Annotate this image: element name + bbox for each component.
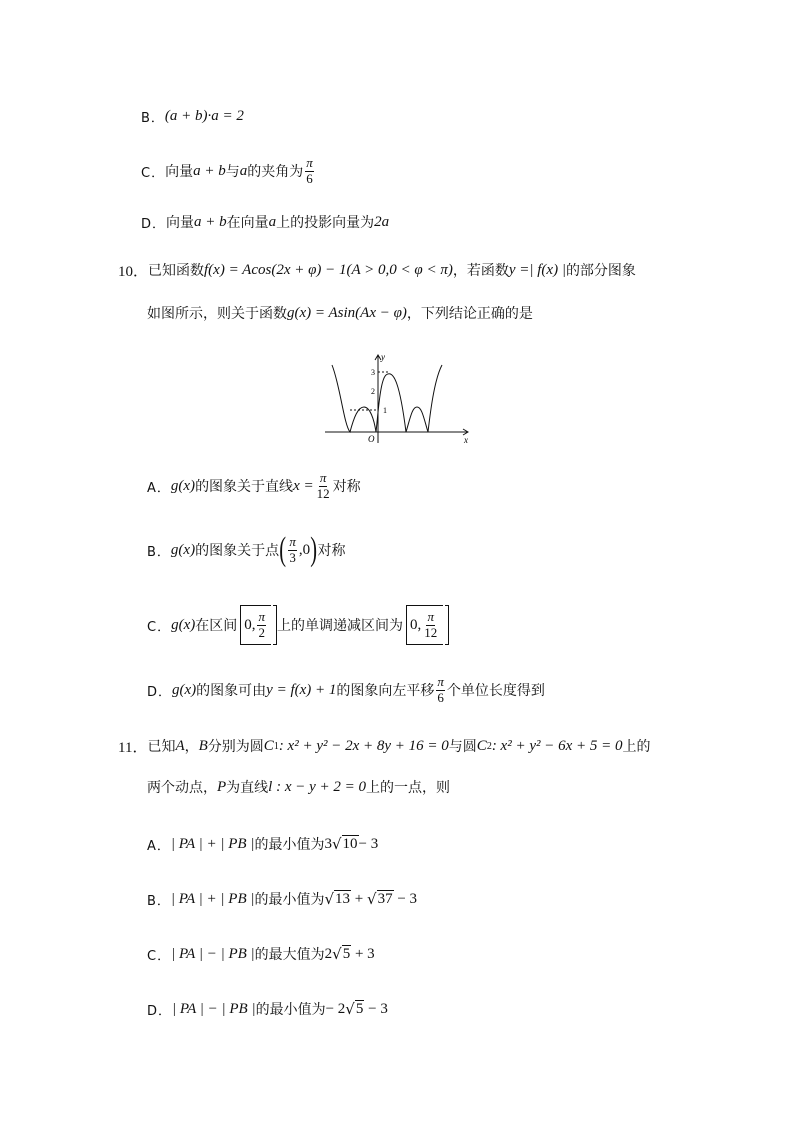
- radicand: 37: [377, 891, 393, 907]
- math-expression: +: [351, 890, 368, 907]
- math-expression: g(x): [170, 477, 196, 494]
- origin-label: O: [368, 434, 375, 444]
- fraction: [436, 675, 445, 705]
- question-text: 分别为圆: [207, 739, 264, 755]
- math-expression: g(x): [171, 616, 196, 633]
- question-text: 与圆: [448, 739, 477, 755]
- option-text: 与: [225, 164, 240, 180]
- option-text: 上的单调递减区间为: [277, 618, 403, 634]
- option-b-q11: [147, 879, 417, 919]
- radicand: 5: [342, 946, 351, 962]
- option-label: D．: [147, 684, 173, 700]
- option-c-vector: [141, 151, 316, 191]
- fraction-denominator: 12: [316, 485, 330, 501]
- option-b-q10: [147, 530, 346, 570]
- radicand: 13: [335, 891, 351, 907]
- square-root: [324, 890, 351, 908]
- math-expression: 2a: [374, 213, 390, 230]
- math-expression: | PA | − | PB |: [172, 1000, 256, 1017]
- circle-c2-equation: : x² + y² − 6x + 5 = 0: [491, 737, 623, 754]
- fraction-numerator: π: [427, 609, 434, 625]
- square-root: [367, 890, 394, 908]
- option-text: 的图象关于直线: [195, 479, 294, 495]
- y-tick-label-3: 3: [371, 368, 375, 377]
- option-text: 个单位长度得到: [446, 683, 545, 699]
- option-label: D．: [147, 1003, 173, 1019]
- option-text: 对称: [332, 479, 361, 495]
- option-label: B．: [147, 893, 171, 909]
- question-11-stem-line2: [147, 767, 450, 807]
- square-root: [332, 835, 359, 853]
- question-text: 已知: [147, 739, 176, 755]
- fraction-denominator: 12: [424, 624, 438, 640]
- option-label: B．: [147, 544, 171, 560]
- option-a-q11: [147, 824, 378, 864]
- square-root: [345, 1000, 364, 1018]
- fraction-denominator: 6: [306, 170, 313, 186]
- question-text: 为直线: [226, 780, 269, 796]
- math-expression: − 3: [358, 835, 379, 852]
- option-d-vector: [141, 202, 389, 242]
- fraction-denominator: 2: [258, 624, 265, 640]
- option-label: C．: [147, 619, 172, 635]
- fraction-numerator: π: [437, 674, 444, 690]
- fraction-numerator: π: [319, 470, 327, 486]
- math-expression: y = f(x) + 1: [266, 681, 337, 698]
- coefficient: 3: [324, 835, 332, 852]
- option-label: A．: [147, 480, 171, 496]
- option-label: D．: [141, 216, 167, 232]
- fraction-denominator: 3: [289, 549, 296, 565]
- option-b-vector: [141, 96, 244, 136]
- math-expression: a + b: [194, 213, 227, 230]
- option-text: 的最小值为: [255, 1002, 326, 1018]
- option-text: 的最小值为: [254, 837, 325, 853]
- fraction-numerator: π: [258, 609, 265, 625]
- function-graph: [320, 345, 475, 445]
- math-expression: a: [239, 162, 248, 179]
- radical-sign: √: [367, 890, 377, 908]
- interval-right-bracket: [445, 605, 449, 645]
- math-expression: y =| f(x) |: [508, 261, 566, 278]
- option-text: 向量: [165, 164, 194, 180]
- circle-c2-label: C: [476, 737, 487, 754]
- option-label: A．: [147, 838, 171, 854]
- abs-f-curve: [332, 365, 442, 432]
- question-number: 10．: [118, 263, 149, 280]
- option-text: 的夹角为: [247, 164, 304, 180]
- math-expression: P: [217, 778, 227, 795]
- math-expression: (a + b)·a = 2: [164, 107, 244, 124]
- fraction-denominator: 6: [437, 689, 444, 705]
- math-expression: − 3: [393, 890, 418, 907]
- circle-c2-subscript: 2: [486, 740, 492, 752]
- circle-c1-subscript: 1: [273, 740, 279, 752]
- math-expression: g(x): [172, 681, 197, 698]
- option-d-q11: [147, 989, 388, 1029]
- y-axis-label: y: [381, 352, 385, 362]
- question-10-stem-line1: [118, 250, 636, 290]
- question-text: 的部分图象: [565, 263, 636, 279]
- math-expression: g(x): [170, 541, 196, 558]
- option-text: 在区间: [195, 618, 238, 634]
- math-expression: | PA | + | PB |: [170, 835, 255, 852]
- option-text: 向量: [166, 215, 195, 231]
- question-text: ，下列结论正确的是: [406, 306, 533, 322]
- option-text: 在向量: [226, 215, 269, 231]
- option-label: C．: [141, 165, 166, 181]
- radical-sign: √: [331, 835, 342, 853]
- question-text: 如图所示，则关于函数: [147, 306, 287, 322]
- coefficient: 2: [324, 945, 333, 962]
- option-text: 的最小值为: [254, 892, 325, 908]
- option-c-q10: [147, 605, 449, 645]
- math-expression: | PA | + | PB |: [170, 890, 255, 907]
- option-d-q10: [147, 670, 545, 710]
- math-expression: B: [198, 737, 208, 754]
- math-expression: g(x) = Asin(Ax − φ): [287, 304, 407, 321]
- question-text: 上的一点，则: [366, 780, 451, 796]
- option-text: 的图象可由: [196, 683, 267, 699]
- option-c-q11: [147, 934, 375, 974]
- interval-left: 0,: [410, 616, 422, 633]
- question-text: ，若函数: [452, 263, 509, 279]
- x-axis-label: x: [464, 435, 468, 445]
- interval-bracket: [406, 605, 443, 645]
- math-expression: − 3: [364, 1000, 388, 1017]
- math-expression: A: [175, 737, 185, 754]
- question-11-stem-line1: [118, 726, 651, 766]
- coefficient: − 2: [325, 1000, 346, 1017]
- option-label: B．: [141, 110, 165, 126]
- question-text: ，: [184, 739, 199, 755]
- y-tick-label-2: 2: [371, 387, 375, 396]
- question-10-stem-line2: [147, 293, 533, 333]
- math-expression: f(x) = Acos(2x + φ) − 1(A > 0,0 < φ < π): [204, 261, 453, 278]
- option-text: 的最大值为: [254, 947, 325, 963]
- radical-sign: √: [345, 1000, 355, 1018]
- option-text: 对称: [317, 543, 346, 559]
- option-text: 的图象关于点: [195, 543, 280, 559]
- interval-left: 0,: [244, 616, 256, 633]
- fraction-numerator: π: [289, 534, 296, 550]
- math-expression: | PA | − | PB |: [171, 945, 255, 962]
- math-expression: a: [268, 213, 277, 230]
- math-expression: ,0: [298, 541, 311, 558]
- fraction-numerator: π: [306, 155, 313, 171]
- circle-c1-label: C: [263, 737, 274, 754]
- option-text: 的图象向左平移: [336, 683, 435, 699]
- interval-bracket: [240, 605, 271, 645]
- math-expression: + 3: [351, 945, 375, 962]
- radical-sign: √: [332, 945, 342, 963]
- math-expression: x =: [293, 477, 314, 494]
- fraction: [288, 535, 297, 565]
- left-paren: (: [279, 531, 287, 568]
- question-text: 上的: [622, 739, 651, 755]
- radical-sign: √: [324, 890, 335, 908]
- option-a-q10: [147, 466, 361, 506]
- right-paren: ): [310, 531, 318, 568]
- square-root: [332, 945, 351, 963]
- line-equation: l : x − y + 2 = 0: [268, 778, 367, 795]
- math-expression: a + b: [193, 162, 226, 179]
- radicand: 10: [342, 836, 358, 852]
- option-text: 上的投影向量为: [276, 215, 375, 231]
- option-label: C．: [147, 948, 172, 964]
- circle-c1-equation: : x² + y² − 2x + 8y + 16 = 0: [278, 737, 449, 754]
- fraction: [423, 610, 438, 640]
- fraction: [316, 471, 331, 501]
- fraction: [305, 156, 314, 186]
- fraction: [257, 610, 266, 640]
- question-text: 两个动点，: [147, 780, 217, 796]
- question-number: 11．: [118, 739, 148, 756]
- y-tick-label-1: 1: [383, 406, 387, 415]
- radicand: 5: [355, 1001, 364, 1017]
- question-text: 已知函数: [148, 263, 205, 279]
